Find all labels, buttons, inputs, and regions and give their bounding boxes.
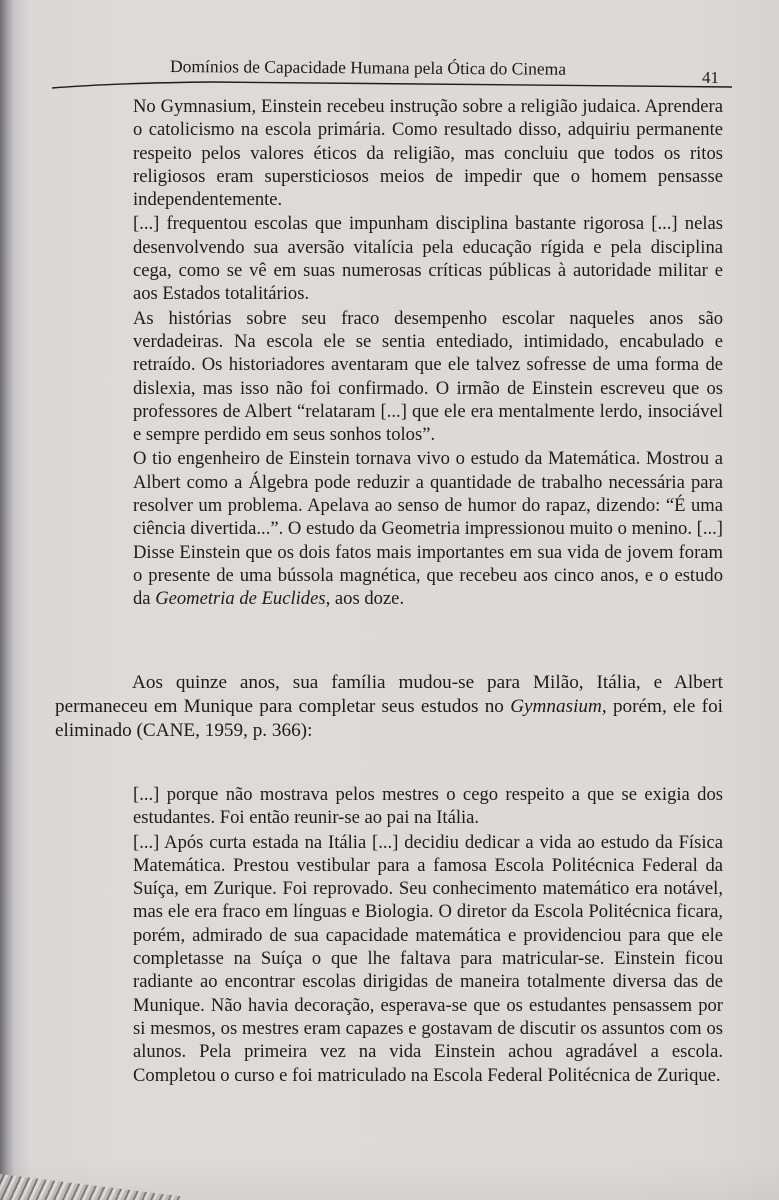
body-paragraph	[55, 671, 723, 743]
header-rule	[52, 78, 732, 90]
spine-shadow	[0, 0, 14, 1200]
quote-paragraph: [...] Após curta estada na Itália [...] decidiu dedicar a vida ao estudo da Física Matemática. Prestou vestibular para a famosa Escola Politécnica Federal da Suíça, em Zurique. Foi reprovado. Seu conhecimento matemático era notável, mas ele era fraco em línguas e Biologia. O diretor da Escola Politécnica ficara, porém, admirado de sua capacidade matemática e providenciou para que ele completasse na Suíça o que lhe faltava para matricular-se. Einstein ficou radiante ao encontrar escolas dirigidas de maneira totalmente diversa das de Munique. Não havia decoração, esperava-se que os estudantes pensassem por si mesmos, os mestres eram capazes e gostavam de discutir os assuntos com os alunos. Pela primeira vez na vida Einstein achou agradável a escola. Completou o curso e foi matriculado na Escola Federal Politécnica de Zurique.	[133, 831, 723, 1086]
tablecloth-edge	[0, 1174, 180, 1200]
quote-paragraph	[133, 447, 723, 610]
italic-term: Gymnasium	[510, 696, 602, 717]
block-quote-2	[133, 783, 723, 1088]
block-quote-1	[133, 95, 723, 612]
quote-text-tail: , aos doze.	[325, 588, 405, 610]
page-number: 41	[702, 68, 719, 87]
book-title-italic: Geometria de Euclides	[155, 588, 326, 610]
quote-paragraph: As histórias sobre seu fraco desempenho escolar naqueles anos são verdadeiras. Na escola ele se sentia entediado, intimidado, encabulado e retraído. Os historiadores aventaram que ele talvez sofresse de uma forma de dislexia, mas isso não foi confirmado. O irmão de Einstein escreveu que os professores de Albert “relataram [...] que ele era mentalmente lerdo, insociável e sempre perdido em seus sonhos tolos”.	[133, 307, 723, 446]
running-head-title: Domínios de Capacidade Humana pela Ótica do Cinema	[169, 56, 567, 79]
body-text: Aos quinze anos, sua família mudou-se para Milão, Itália, e Albert permaneceu em Munique para completar seus estudos no	[55, 672, 723, 717]
quote-paragraph: [...] porque não mostrava pelos mestres o cego respeito a que se exigia dos estudantes. Foi então reunir-se ao pai na Itália.	[133, 784, 723, 829]
body-text-tail: , porém, ele foi eliminado (CANE, 1959, p. 366):	[55, 696, 723, 741]
quote-paragraph: No Gymnasium, Einstein recebeu instrução sobre a religião judaica. Aprendera o catolicismo na escola primária. Como resultado disso, adquiriu permanente respeito pelos valores éticos da religião, mas concluiu que todos os ritos religiosos eram supersticiosos meios de impedir que o homem pensasse independentemente.	[133, 96, 723, 211]
quote-paragraph: [...] frequentou escolas que impunham disciplina bastante rigorosa [...] nelas desenvolvendo sua aversão vitalícia pela educação rígida e pela disciplina cega, como se vê em suas numerosas críticas públicas à autoridade militar e aos Estados totalitários.	[133, 213, 723, 305]
quote-text: O tio engenheiro de Einstein tornava vivo o estudo da Matemática. Mostrou a Albert como a Álgebra pode reduzir a quantidade de trabalho necessária para resolver um problema. Apelava ao senso de humor do rapaz, dizendo: “É uma ciência divertida...”. O estudo da Geometria impressionou muito o menino. [...] Disse Einstein que os dois fatos mais importantes em sua vida de jovem foram o presente de uma bússola magnética, que recebeu aos cinco anos, e o estudo da	[133, 448, 723, 610]
